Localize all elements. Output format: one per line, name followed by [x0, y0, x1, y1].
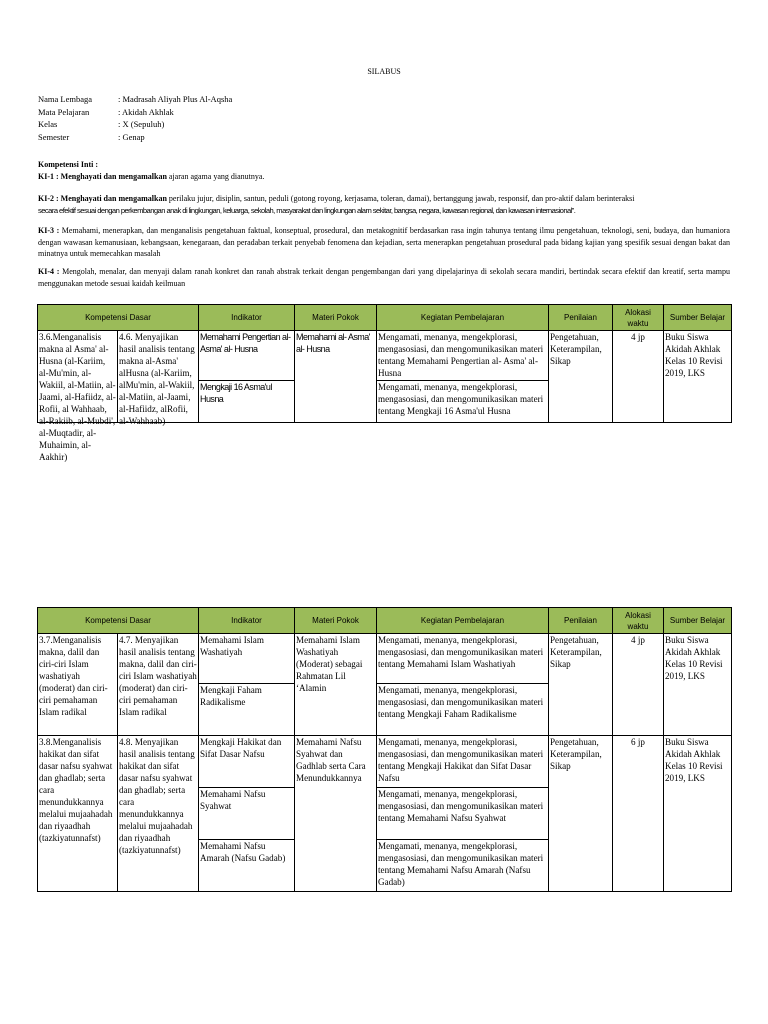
kd3-cell: 3.7.Menganalisis makna, dalil dan ciri-ciri Islam washatiyah (moderat) dan ciri-ciri pemahaman Islam radikal [38, 634, 118, 736]
indikator-cell: Memahami Islam Washatiyah [199, 634, 295, 684]
alokasi-cell: 4 jp [613, 634, 664, 736]
identity-row [38, 106, 232, 119]
header-kompetensi-dasar: Kompetensi Dasar [38, 608, 199, 634]
kegiatan-cell: Mengamati, menanya, mengekplorasi, mengasosiasi, dan mengomunikasikan materi tentang Mengkaji Faham Radikalisme [377, 684, 549, 736]
identity-row [38, 93, 232, 106]
header-materi-pokok: Materi Pokok [295, 608, 377, 634]
identity-row [38, 131, 232, 144]
ki3-label: KI-3 : [38, 226, 60, 235]
header-materi-pokok: Materi Pokok [295, 305, 377, 331]
identity-label: Semester [38, 131, 70, 142]
identity-row [38, 118, 232, 131]
identity-value: : X (Sepuluh) [118, 119, 165, 129]
header-penilaian: Penilaian [549, 608, 613, 634]
ki4-label: KI-4 : [38, 267, 60, 276]
ki3-text: Memahami, menerapkan, dan menganalisis pengetahuan faktual, konseptual, prosedural, dan metakognitif berdasarkan rasa ingin tahunya tentang ilmu pengetahuan, teknologi, seni, budaya, dan humaniora dengan wawasan kemanusiaan, kebangsaan, kenegaraan, dan peradaban terkait penyebab fenomena dan kejadian, serta menerapkan pengetahuan prosedural pada bidang kajian yang spesifik sesuai dengan bakat dan minatnya untuk memecahkan masalah [38, 226, 730, 258]
table-header-row [38, 305, 732, 331]
kd4-cell: 4.6. Menyajikan hasil analisis tentang makna al-Asma' alHusna (al-Kariim, alMu'min, al-Wakiil, al-Matiin, al-Jaami, al-Hafiidz, alRofii, al-Wahhaab) [119, 332, 195, 426]
header-indikator: Indikator [199, 608, 295, 634]
syllabus-table-1 [37, 304, 732, 462]
penilaian-cell: Pengetahuan, Keterampilan, Sikap [549, 634, 613, 736]
ki4-paragraph [38, 266, 730, 289]
header-sumber-belajar: Sumber Belajar [664, 305, 732, 331]
kegiatan-cell: Mengamati, menanya, mengekplorasi, mengasosiasi, dan mengomunikasikan materi tentang Memahami Pengertian al- Asma' al- Husna [377, 331, 549, 381]
ki3-paragraph [38, 225, 730, 260]
identity-label: Nama Lembaga [38, 94, 93, 104]
ki1-label: KI-1 : Menghayati dan mengamalkan [38, 171, 167, 181]
identity-label: Kelas [38, 119, 58, 129]
kd3-cell: 3.6.Menganalisis makna al Asma' al-Husna (al-Kariim, al-Mu'min, al-Wakiil, al-Matiin, al-Jaami, al-Hafiidz, al-Rofii, al Wahhaab, al-Rakiib, al-Mubdi', al-Muqtadir, al-Muhaimin, al-Aakhir) [39, 332, 116, 462]
table-header-row [38, 608, 732, 634]
header-penilaian: Penilaian [549, 305, 613, 331]
header-kompetensi-dasar: Kompetensi Dasar [38, 305, 199, 331]
indikator-cell: Mengkaji Faham Radikalisme [199, 684, 295, 736]
sumber-cell: Buku Siswa Akidah Akhlak Kelas 10 Revisi 2019, LKS [664, 736, 732, 892]
identity-block [38, 93, 232, 143]
materi-cell: Memahami al- Asma' al- Husna [295, 331, 377, 423]
ki-block [38, 159, 730, 182]
kegiatan-cell: Mengamati, menanya, mengekplorasi, mengasosiasi, dan mengomunikasikan materi tentang Mengkaji 16 Asma'ul Husna [377, 381, 549, 423]
identity-label: Mata Pelajaran [38, 106, 90, 117]
header-alokasi-waktu: Alokasi waktu [613, 305, 664, 331]
syllabus-table-2 [37, 607, 732, 892]
ki2-label: KI-2 : Menghayati dan mengamalkan [38, 194, 167, 203]
ki1-text: ajaran agama yang dianutnya. [166, 171, 265, 181]
ki2-text: perilaku jujur, disiplin, santun, peduli (gotong royong, kerjasama, toleran, damai), bertanggung jawab, responsif, dan pro-aktif dalam berinteraksi [166, 194, 635, 203]
kd4-cell: 4.7. Menyajikan hasil analisis tentang makna, dalil dan ciri-ciri Islam washatiyah (moderat) dan ciri-ciri pemahaman Islam radikal [118, 634, 199, 736]
ki4-text: Mengolah, menalar, dan menyaji dalam ranah konkret dan ranah abstrak terkait dengan pengembangan dari yang dipelajarinya di sekolah secara mandiri, bertindak secara efektif dan kreatif, serta mampu menggunakan metode sesuai kaidah keilmuan [38, 267, 730, 288]
materi-cell: Memahami Nafsu Syahwat dan Gadhlab serta Cara Menundukkannya [295, 736, 377, 892]
header-indikator: Indikator [199, 305, 295, 331]
sumber-cell: Buku Siswa Akidah Akhlak Kelas 10 Revisi 2019, LKS [664, 331, 732, 423]
indikator-cell: Memahami Nafsu Syahwat [199, 788, 295, 840]
indikator-cell: Memahami Pengertian al- Asma' al- Husna [199, 331, 295, 381]
indikator-cell: Mengkaji Hakikat dan Sifat Dasar Nafsu [199, 736, 295, 788]
indikator-cell: Mengkaji 16 Asma'ul Husna [199, 381, 295, 423]
kegiatan-cell: Mengamati, menanya, mengekplorasi, mengasosiasi, dan mengomunikasikan materi tentang Memahami Islam Washatiyah [377, 634, 549, 684]
sumber-cell: Buku Siswa Akidah Akhlak Kelas 10 Revisi 2019, LKS [664, 634, 732, 736]
table-row [38, 331, 732, 381]
ki2-paragraph [38, 193, 730, 216]
kegiatan-cell: Mengamati, menanya, mengekplorasi, mengasosiasi, dan mengomunikasikan materi tentang Memahami Nafsu Syahwat [377, 788, 549, 840]
kd3-cell: 3.8.Menganalisis hakikat dan sifat dasar nafsu syahwat dan ghadlab; serta cara menundukkannya melalui mujaahadah dan riyaadhah (tazkiyatunnafst) [38, 736, 118, 892]
table-row [38, 634, 732, 684]
penilaian-cell: Pengetahuan, Keterampilan, Sikap [549, 331, 613, 423]
identity-value: : Genap [118, 131, 145, 142]
header-sumber-belajar: Sumber Belajar [664, 608, 732, 634]
identity-value: : Akidah Akhlak [118, 106, 174, 117]
identity-value: : Madrasah Aliyah Plus Al-Aqsha [118, 94, 233, 104]
alokasi-cell: 6 jp [613, 736, 664, 892]
indikator-cell: Memahami Nafsu Amarah (Nafsu Gadab) [199, 840, 295, 892]
document-title: SILABUS [367, 67, 401, 76]
kd4-cell: 4.8. Menyajikan hasil analisis tentang hakikat dan sifat dasar nafsu syahwat dan ghadlab; serta cara menundukkannya melalui mujaahadah dan riyaadhah (tazkiyatunnafst) [118, 736, 199, 892]
header-alokasi-waktu: Alokasi waktu [613, 608, 664, 634]
header-kegiatan-pembelajaran: Kegiatan Pembelajaran [377, 608, 549, 634]
header-kegiatan-pembelajaran: Kegiatan Pembelajaran [377, 305, 549, 331]
penilaian-cell: Pengetahuan, Keterampilan, Sikap [549, 736, 613, 892]
alokasi-cell: 4 jp [613, 331, 664, 423]
table-row [38, 736, 732, 788]
kegiatan-cell: Mengamati, menanya, mengekplorasi, mengasosiasi, dan mengomunikasikan materi tentang Memahami Nafsu Amarah (Nafsu Gadab) [377, 840, 549, 892]
ki-heading: Kompetensi Inti : [38, 160, 98, 169]
ki2-text-cont: secara efektif sesuai dengan perkembangan anak di lingkungan, keluarga, sekolah, masyarakat dan lingkungan alam sekitar, bangsa, negara, kawasan regional, dan kawasan internasional”. [38, 205, 576, 215]
kegiatan-cell: Mengamati, menanya, mengekplorasi, mengasosiasi, dan mengomunikasikan materi tentang Mengkaji Hakikat dan Sifat Dasar Nafsu [377, 736, 549, 788]
materi-cell: Memahami Islam Washatiyah (Moderat) sebagai Rahmatan Lil ‘Alamin [295, 634, 377, 736]
